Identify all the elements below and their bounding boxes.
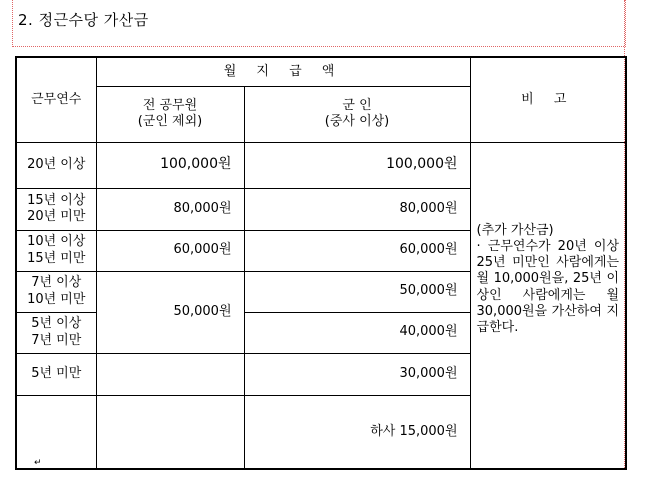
row-years: 10년 이상 15년 미만 — [16, 230, 96, 271]
row-military: 하사 15,000원 — [244, 395, 470, 469]
row-civil — [96, 353, 244, 395]
header-military-label: 군 인 — [342, 97, 372, 113]
remarks-note — [470, 142, 626, 469]
row-civil: 50,000원 — [96, 271, 244, 353]
allowance-table — [15, 56, 627, 470]
row-military: 40,000원 — [244, 312, 470, 353]
header-former-civil-sub: (군인 제외) — [137, 114, 203, 129]
remarks-note-head: (추가 가산금) — [476, 222, 554, 238]
header-former-civil-label: 전 공무원 — [142, 97, 198, 113]
row-military: 80,000원 — [244, 188, 470, 230]
header-military — [244, 86, 470, 142]
row-years: 7년 이상 10년 미만 — [16, 271, 96, 312]
row-civil: 100,000원 — [96, 142, 244, 188]
row-civil: 80,000원 — [96, 188, 244, 230]
row-civil — [96, 395, 244, 469]
row-years — [16, 395, 96, 469]
paragraph-mark-icon: ↵ — [34, 458, 42, 468]
header-remarks: 비 고 — [470, 57, 626, 142]
row-military: 60,000원 — [244, 230, 470, 271]
section-title: 2. 정근수당 가산금 — [18, 11, 149, 29]
remarks-note-body: · 근무연수가 20년 이상 25년 미만인 사람에게는 월 10,000원을, 25년 이상인 사람에게는 월 30,000원을 가산하여 지급한다. — [476, 238, 620, 335]
row-military: 100,000원 — [244, 142, 470, 188]
row-years: 5년 이상 7년 미만 — [16, 312, 96, 353]
header-monthly: 월 지 급 액 — [96, 57, 470, 86]
header-former-civil — [96, 86, 244, 142]
row-years: 5년 미만 — [16, 353, 96, 395]
header-years: 근무연수 — [16, 57, 96, 142]
header-military-sub: (중사 이상) — [324, 114, 390, 129]
row-civil: 60,000원 — [96, 230, 244, 271]
row-military: 30,000원 — [244, 353, 470, 395]
row-years: 15년 이상 20년 미만 — [16, 188, 96, 230]
row-years: 20년 이상 — [16, 142, 96, 188]
row-military: 50,000원 — [244, 271, 470, 312]
